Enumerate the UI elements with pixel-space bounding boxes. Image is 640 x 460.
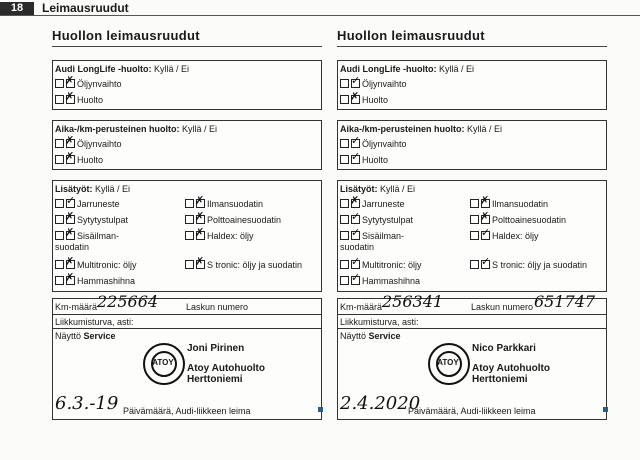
additional-work-checkbox-no[interactable]: [66, 276, 75, 285]
item-label: Polttoainesuodatin: [207, 215, 282, 225]
service-column-left: [52, 28, 322, 416]
field-divider: [338, 328, 606, 329]
yes-no-label: Kyllä / Ei: [464, 124, 503, 134]
additional-work-item: [340, 231, 404, 253]
additional-work-checkbox-no[interactable]: [481, 260, 490, 269]
additional-work-item: [55, 276, 135, 287]
longlife-item-checkbox-no[interactable]: [351, 79, 360, 88]
additional-work-box: [337, 180, 607, 292]
additional-work-checkbox-yes[interactable]: [470, 215, 479, 224]
time-km-item: [55, 139, 122, 150]
longlife-title: Audi LongLife -huolto:: [340, 64, 437, 74]
km-value[interactable]: 225664: [97, 292, 159, 311]
additional-work-checkbox-yes[interactable]: [185, 260, 194, 269]
item-label: Haldex: öljy: [207, 231, 254, 241]
item-label: Huolto: [362, 95, 389, 105]
item-label: Hammashihna: [77, 276, 136, 286]
longlife-service-box: [337, 60, 607, 110]
time-km-item-checkbox-no[interactable]: [351, 155, 360, 164]
additional-work-item: [185, 215, 281, 226]
yes-no-label: Kyllä / Ei: [179, 124, 218, 134]
service-label: Service: [83, 331, 116, 341]
invoice-label: Laskun numero: [471, 302, 534, 312]
longlife-item-checkbox-no[interactable]: [351, 95, 360, 104]
stamp-box: [52, 292, 322, 420]
additional-work-checkbox-yes[interactable]: [470, 199, 479, 208]
longlife-item: [55, 79, 122, 90]
page-header: [0, 0, 640, 16]
service-label: Service: [368, 331, 401, 341]
additional-work-item: [55, 231, 119, 253]
additional-work-checkbox-no[interactable]: [481, 199, 490, 208]
additional-work-checkbox-yes[interactable]: [55, 199, 64, 208]
time-km-item: [55, 155, 103, 166]
item-label: Huolto: [362, 155, 389, 165]
date-value[interactable]: 2.4.2020: [340, 393, 421, 414]
item-label: Ilmansuodatin: [492, 199, 549, 209]
item-label: S tronic: öljy ja suodatin: [207, 260, 303, 270]
additional-work-checkbox-yes[interactable]: [470, 231, 479, 240]
km-label: Km-määrä: [340, 302, 383, 312]
longlife-item: [55, 95, 103, 106]
item-label: Sytytystulpat: [362, 215, 414, 225]
yes-no-label: Kyllä / Ei: [92, 184, 131, 194]
item-label: S tronic: öljy ja suodatin: [492, 260, 588, 270]
dealer-stamp-seal: [143, 343, 185, 385]
page-title: Leimausruudut: [42, 1, 129, 15]
additional-work-checkbox-yes[interactable]: [185, 215, 194, 224]
additional-work-checkbox-yes[interactable]: [340, 260, 349, 269]
marker-square: [318, 407, 323, 412]
additional-work-checkbox-no[interactable]: [481, 231, 490, 240]
header-divider: [0, 15, 640, 16]
marker-square: [603, 407, 608, 412]
yes-no-label: Kyllä / Ei: [151, 64, 189, 74]
dealer-stamp-seal: [428, 343, 470, 385]
yes-no-label: Kyllä / Ei: [377, 184, 416, 194]
stamp-location: Herttoniemi: [187, 374, 243, 385]
additional-work-item: [340, 199, 405, 210]
item-label: Jarruneste: [77, 199, 120, 209]
additional-work-checkbox-no[interactable]: [196, 260, 205, 269]
additional-work-item: [185, 231, 254, 242]
item-label: Sisäilman-: [362, 231, 405, 241]
column-title: Huollon leimausruudut: [337, 28, 485, 43]
item-label: Sisäilman-: [77, 231, 120, 241]
column-divider: [52, 46, 322, 47]
item-label-cont: suodatin: [55, 242, 90, 252]
additional-work-item: [185, 199, 263, 210]
column-title: Huollon leimausruudut: [52, 28, 200, 43]
additional-work-checkbox-no[interactable]: [351, 199, 360, 208]
stamp-name: Joni Pirinen: [187, 343, 245, 354]
stamp-logo: ATOY: [152, 358, 174, 367]
page-number: 18: [0, 2, 34, 15]
additional-work-checkbox-yes[interactable]: [340, 276, 349, 285]
display-label: Näyttö Service: [340, 331, 401, 341]
item-label: Multitronic: öljy: [77, 260, 137, 270]
time-km-item-checkbox-no[interactable]: [66, 155, 75, 164]
additional-work-box: [52, 180, 322, 292]
item-label: Hammashihna: [362, 276, 421, 286]
longlife-item-checkbox-yes[interactable]: [340, 79, 349, 88]
additional-work-checkbox-yes[interactable]: [55, 215, 64, 224]
longlife-item: [340, 79, 407, 90]
additional-work-checkbox-no[interactable]: [351, 231, 360, 240]
additional-work-checkbox-yes[interactable]: [55, 231, 64, 240]
time-km-item-checkbox-no[interactable]: [351, 139, 360, 148]
longlife-title: Audi LongLife -huolto:: [55, 64, 152, 74]
km-value[interactable]: 256341: [382, 292, 444, 311]
time-km-item-checkbox-yes[interactable]: [55, 155, 64, 164]
item-label: Polttoainesuodatin: [492, 215, 567, 225]
item-label: Öljynvaihto: [362, 139, 407, 149]
additional-work-checkbox-no[interactable]: [66, 199, 75, 208]
time-km-title: Aika-/km-perusteinen huolto:: [55, 124, 180, 134]
time-km-service-box: [52, 120, 322, 170]
date-value[interactable]: 6.3.-19: [55, 393, 119, 414]
item-label-cont: suodatin: [340, 242, 375, 252]
additional-work-checkbox-no[interactable]: [351, 215, 360, 224]
additional-work-checkbox-no[interactable]: [481, 215, 490, 224]
additional-work-item: [340, 260, 422, 271]
field-divider: [53, 328, 321, 329]
longlife-item-checkbox-yes[interactable]: [55, 95, 64, 104]
dealer-stamp-text: [187, 343, 265, 385]
time-km-item-checkbox-no[interactable]: [66, 139, 75, 148]
additional-work-checkbox-yes[interactable]: [185, 199, 194, 208]
additional-work-item: [470, 231, 539, 242]
item-label: Multitronic: öljy: [362, 260, 422, 270]
stamp-company: Atoy Autohuolto: [472, 363, 550, 374]
date-label: Päivämäärä, Audi-liikkeen leima: [408, 406, 536, 416]
km-label: Km-määrä: [55, 302, 98, 312]
invoice-value[interactable]: 651747: [534, 292, 596, 311]
item-label: Öljynvaihto: [77, 79, 122, 89]
additional-work-item: [470, 215, 566, 226]
additional-work-item: [470, 260, 587, 271]
item-label: Haldex: öljy: [492, 231, 539, 241]
additional-work-checkbox-yes[interactable]: [55, 260, 64, 269]
item-label: Huolto: [77, 155, 104, 165]
time-km-title: Aika-/km-perusteinen huolto:: [340, 124, 465, 134]
longlife-item-checkbox-yes[interactable]: [340, 95, 349, 104]
time-km-item-checkbox-yes[interactable]: [340, 139, 349, 148]
additional-work-checkbox-no[interactable]: [351, 276, 360, 285]
stamp-name: Nico Parkkari: [472, 343, 536, 354]
additional-work-checkbox-no[interactable]: [66, 260, 75, 269]
stamp-company: Atoy Autohuolto: [187, 363, 265, 374]
time-km-service-box: [337, 120, 607, 170]
additional-work-item: [470, 199, 548, 210]
longlife-item-checkbox-no[interactable]: [66, 79, 75, 88]
additional-work-checkbox-no[interactable]: [66, 231, 75, 240]
stamp-box: [337, 292, 607, 420]
stamp-logo: ATOY: [437, 358, 459, 367]
stamp-location: Herttoniemi: [472, 374, 528, 385]
item-label: Ilmansuodatin: [207, 199, 264, 209]
dealer-stamp-text: [472, 343, 550, 385]
longlife-item-checkbox-no[interactable]: [66, 95, 75, 104]
longlife-item-checkbox-yes[interactable]: [55, 79, 64, 88]
display-label: Näyttö Service: [55, 331, 116, 341]
additional-work-item: [340, 276, 420, 287]
additional-work-item: [55, 199, 120, 210]
additional-work-checkbox-yes[interactable]: [340, 215, 349, 224]
additional-work-item: [55, 215, 128, 226]
item-label: Öljynvaihto: [362, 79, 407, 89]
additional-work-checkbox-yes[interactable]: [55, 276, 64, 285]
additional-work-checkbox-yes[interactable]: [340, 231, 349, 240]
item-label: Öljynvaihto: [77, 139, 122, 149]
item-label: Huolto: [77, 95, 104, 105]
time-km-item: [340, 155, 388, 166]
additional-work-checkbox-no[interactable]: [66, 215, 75, 224]
additional-work-checkbox-no[interactable]: [196, 215, 205, 224]
additional-work-title: Lisätyöt:: [55, 184, 93, 194]
additional-work-checkbox-no[interactable]: [196, 231, 205, 240]
mobility-label: Liikkumisturva, asti:: [55, 317, 134, 327]
item-label: Sytytystulpat: [77, 215, 129, 225]
time-km-item-checkbox-yes[interactable]: [55, 139, 64, 148]
longlife-service-box: [52, 60, 322, 110]
additional-work-checkbox-yes[interactable]: [185, 231, 194, 240]
additional-work-checkbox-no[interactable]: [196, 199, 205, 208]
additional-work-item: [340, 215, 413, 226]
date-label: Päivämäärä, Audi-liikkeen leima: [123, 406, 251, 416]
yes-no-label: Kyllä / Ei: [436, 64, 474, 74]
additional-work-checkbox-yes[interactable]: [470, 260, 479, 269]
column-divider: [337, 46, 607, 47]
invoice-label: Laskun numero: [186, 302, 249, 312]
additional-work-item: [185, 260, 302, 271]
time-km-item: [340, 139, 407, 150]
time-km-item-checkbox-yes[interactable]: [340, 155, 349, 164]
additional-work-item: [55, 260, 137, 271]
longlife-item: [340, 95, 388, 106]
additional-work-checkbox-no[interactable]: [351, 260, 360, 269]
additional-work-checkbox-yes[interactable]: [340, 199, 349, 208]
item-label: Jarruneste: [362, 199, 405, 209]
additional-work-title: Lisätyöt:: [340, 184, 378, 194]
field-divider: [338, 314, 606, 315]
mobility-label: Liikkumisturva, asti:: [340, 317, 419, 327]
field-divider: [53, 314, 321, 315]
service-column-right: [337, 28, 607, 416]
